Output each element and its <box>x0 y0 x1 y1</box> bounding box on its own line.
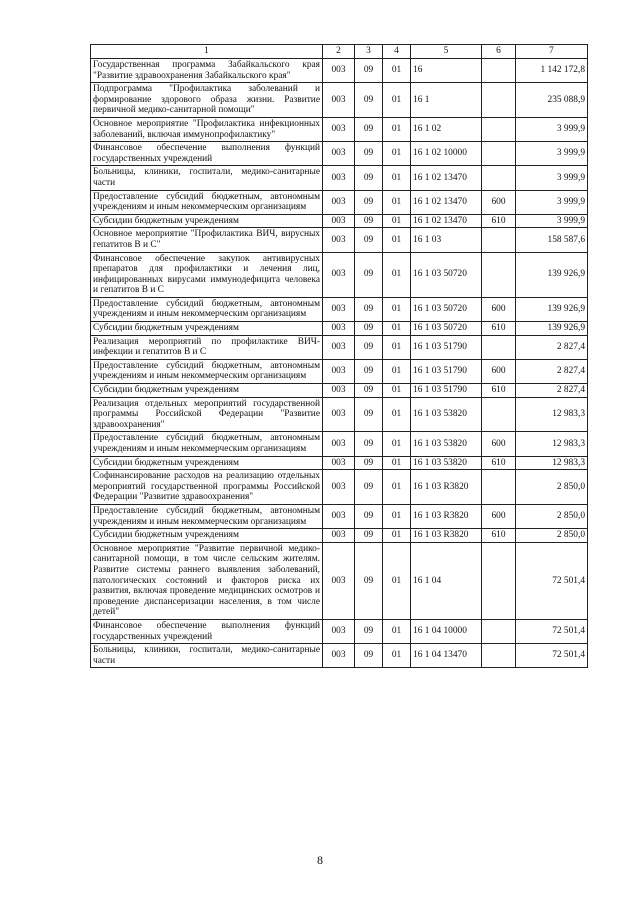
table-row <box>91 252 588 297</box>
cell-expense-type: 600 <box>482 297 516 321</box>
cell-section: 09 <box>355 619 383 643</box>
cell-grbs: 003 <box>323 214 355 228</box>
cell-amount: 2 827,4 <box>516 359 588 383</box>
cell-name: Реализация отдельных мероприятий государственной программы Российской Федерации "Развитие здравоохранения" <box>91 397 323 432</box>
cell-target-article: 16 1 03 50720 <box>411 322 482 336</box>
cell-target-article: 16 1 04 10000 <box>411 619 482 643</box>
cell-amount: 72 501,4 <box>516 644 588 668</box>
cell-subsection: 01 <box>383 529 411 543</box>
cell-expense-type <box>482 59 516 83</box>
col-header: 3 <box>355 45 383 59</box>
cell-section: 09 <box>355 117 383 141</box>
table-row <box>91 619 588 643</box>
cell-name: Предоставление субсидий бюджетным, автономным учреждениям и иным некоммерческим организациям <box>91 504 323 528</box>
cell-expense-type <box>482 397 516 432</box>
cell-amount: 3 999,9 <box>516 190 588 214</box>
cell-grbs: 003 <box>323 59 355 83</box>
cell-expense-type <box>482 252 516 297</box>
cell-target-article: 16 1 03 51790 <box>411 359 482 383</box>
cell-expense-type <box>482 644 516 668</box>
cell-section: 09 <box>355 470 383 505</box>
cell-expense-type: 600 <box>482 190 516 214</box>
cell-expense-type: 600 <box>482 359 516 383</box>
cell-name: Основное мероприятие "Развитие первичной медико-санитарной помощи, в том числе сельским жителям. Развитие системы раннего выявления заболеваний, патологических состояний и факторов риска их развития, включая проведение медицинских осмотров и проведение диспансеризации населения, в том числе детей" <box>91 542 323 619</box>
header-row <box>91 45 588 59</box>
cell-amount: 3 999,9 <box>516 214 588 228</box>
cell-expense-type <box>482 166 516 190</box>
cell-expense-type <box>482 619 516 643</box>
table-row <box>91 644 588 668</box>
cell-grbs: 003 <box>323 297 355 321</box>
cell-subsection: 01 <box>383 335 411 359</box>
cell-grbs: 003 <box>323 142 355 166</box>
cell-amount: 139 926,9 <box>516 322 588 336</box>
cell-amount: 2 827,4 <box>516 335 588 359</box>
table-row <box>91 297 588 321</box>
table-row <box>91 117 588 141</box>
cell-section: 09 <box>355 335 383 359</box>
cell-target-article: 16 1 03 50720 <box>411 297 482 321</box>
cell-name: Финансовое обеспечение закупок антивирусных препаратов для профилактики и лечения лиц, инфицированных вирусами иммунодефицита человека и гепатитов В и С <box>91 252 323 297</box>
cell-target-article: 16 1 02 13470 <box>411 214 482 228</box>
table-row <box>91 228 588 252</box>
table-row <box>91 470 588 505</box>
cell-target-article: 16 1 03 51790 <box>411 335 482 359</box>
cell-section: 09 <box>355 322 383 336</box>
cell-amount: 158 587,6 <box>516 228 588 252</box>
cell-section: 09 <box>355 504 383 528</box>
cell-name: Основное мероприятие "Профилактика ВИЧ, вирусных гепатитов В и С" <box>91 228 323 252</box>
cell-target-article: 16 1 03 50720 <box>411 252 482 297</box>
cell-section: 09 <box>355 397 383 432</box>
table-row <box>91 432 588 456</box>
cell-name: Субсидии бюджетным учреждениям <box>91 214 323 228</box>
table-row <box>91 542 588 619</box>
cell-grbs: 003 <box>323 456 355 470</box>
cell-target-article: 16 1 04 <box>411 542 482 619</box>
cell-amount: 12 983,3 <box>516 397 588 432</box>
cell-grbs: 003 <box>323 83 355 118</box>
cell-grbs: 003 <box>323 228 355 252</box>
cell-target-article: 16 1 04 13470 <box>411 644 482 668</box>
cell-subsection: 01 <box>383 397 411 432</box>
cell-subsection: 01 <box>383 59 411 83</box>
table-row <box>91 529 588 543</box>
cell-expense-type: 600 <box>482 432 516 456</box>
cell-expense-type <box>482 117 516 141</box>
cell-target-article: 16 1 03 53820 <box>411 432 482 456</box>
cell-grbs: 003 <box>323 117 355 141</box>
col-header: 2 <box>323 45 355 59</box>
cell-grbs: 003 <box>323 359 355 383</box>
table-row <box>91 322 588 336</box>
cell-grbs: 003 <box>323 335 355 359</box>
cell-section: 09 <box>355 644 383 668</box>
cell-target-article: 16 1 02 <box>411 117 482 141</box>
cell-grbs: 003 <box>323 619 355 643</box>
col-header: 5 <box>411 45 482 59</box>
cell-target-article: 16 1 03 R3820 <box>411 529 482 543</box>
cell-section: 09 <box>355 456 383 470</box>
cell-grbs: 003 <box>323 166 355 190</box>
cell-target-article: 16 1 03 51790 <box>411 384 482 398</box>
cell-name: Предоставление субсидий бюджетным, автономным учреждениям и иным некоммерческим организациям <box>91 359 323 383</box>
cell-name: Больницы, клиники, госпитали, медико-санитарные части <box>91 166 323 190</box>
table-row <box>91 190 588 214</box>
cell-name: Субсидии бюджетным учреждениям <box>91 529 323 543</box>
cell-amount: 2 827,4 <box>516 384 588 398</box>
cell-amount: 2 850,0 <box>516 470 588 505</box>
cell-expense-type: 610 <box>482 384 516 398</box>
cell-target-article: 16 1 03 R3820 <box>411 504 482 528</box>
cell-amount: 72 501,4 <box>516 542 588 619</box>
cell-grbs: 003 <box>323 504 355 528</box>
cell-expense-type: 600 <box>482 504 516 528</box>
cell-section: 09 <box>355 252 383 297</box>
cell-section: 09 <box>355 190 383 214</box>
cell-target-article: 16 1 <box>411 83 482 118</box>
cell-target-article: 16 1 03 <box>411 228 482 252</box>
cell-section: 09 <box>355 214 383 228</box>
cell-amount: 12 983,3 <box>516 456 588 470</box>
cell-target-article: 16 1 03 R3820 <box>411 470 482 505</box>
cell-grbs: 003 <box>323 432 355 456</box>
table-row <box>91 504 588 528</box>
cell-expense-type: 610 <box>482 214 516 228</box>
cell-target-article: 16 1 02 13470 <box>411 166 482 190</box>
table-row <box>91 335 588 359</box>
cell-section: 09 <box>355 83 383 118</box>
cell-expense-type <box>482 470 516 505</box>
cell-expense-type <box>482 142 516 166</box>
cell-name: Больницы, клиники, госпитали, медико-санитарные части <box>91 644 323 668</box>
cell-grbs: 003 <box>323 529 355 543</box>
cell-amount: 3 999,9 <box>516 117 588 141</box>
page-number: 8 <box>317 853 323 867</box>
cell-grbs: 003 <box>323 470 355 505</box>
cell-subsection: 01 <box>383 117 411 141</box>
cell-name: Предоставление субсидий бюджетным, автономным учреждениям и иным некоммерческим организациям <box>91 190 323 214</box>
cell-subsection: 01 <box>383 322 411 336</box>
cell-name: Финансовое обеспечение выполнения функций государственных учреждений <box>91 142 323 166</box>
cell-amount: 2 850,0 <box>516 529 588 543</box>
cell-amount: 72 501,4 <box>516 619 588 643</box>
cell-amount: 2 850,0 <box>516 504 588 528</box>
col-header: 4 <box>383 45 411 59</box>
table-row <box>91 59 588 83</box>
cell-subsection: 01 <box>383 432 411 456</box>
cell-name: Предоставление субсидий бюджетным, автономным учреждениям и иным некоммерческим организациям <box>91 432 323 456</box>
cell-grbs: 003 <box>323 190 355 214</box>
cell-subsection: 01 <box>383 619 411 643</box>
col-header: 1 <box>91 45 323 59</box>
table-row <box>91 456 588 470</box>
table-body <box>91 59 588 668</box>
cell-expense-type: 610 <box>482 322 516 336</box>
cell-grbs: 003 <box>323 384 355 398</box>
cell-expense-type <box>482 83 516 118</box>
cell-name: Софинансирование расходов на реализацию отдельных мероприятий государственной программы Российской Федерации "Развитие здравоохранения" <box>91 470 323 505</box>
table-row <box>91 397 588 432</box>
cell-grbs: 003 <box>323 644 355 668</box>
cell-expense-type <box>482 542 516 619</box>
cell-section: 09 <box>355 359 383 383</box>
cell-target-article: 16 1 03 53820 <box>411 397 482 432</box>
cell-name: Государственная программа Забайкальского края "Развитие здравоохранения Забайкальского края" <box>91 59 323 83</box>
cell-subsection: 01 <box>383 644 411 668</box>
cell-expense-type: 610 <box>482 456 516 470</box>
cell-amount: 3 999,9 <box>516 142 588 166</box>
cell-subsection: 01 <box>383 384 411 398</box>
cell-subsection: 01 <box>383 252 411 297</box>
cell-subsection: 01 <box>383 456 411 470</box>
cell-section: 09 <box>355 529 383 543</box>
cell-target-article: 16 1 03 53820 <box>411 456 482 470</box>
cell-expense-type <box>482 335 516 359</box>
table-row <box>91 142 588 166</box>
cell-target-article: 16 1 02 13470 <box>411 190 482 214</box>
cell-subsection: 01 <box>383 166 411 190</box>
table-row <box>91 166 588 190</box>
cell-amount: 139 926,9 <box>516 252 588 297</box>
table-row <box>91 384 588 398</box>
cell-expense-type: 610 <box>482 529 516 543</box>
cell-target-article: 16 1 02 10000 <box>411 142 482 166</box>
cell-subsection: 01 <box>383 359 411 383</box>
cell-name: Субсидии бюджетным учреждениям <box>91 322 323 336</box>
table-row <box>91 83 588 118</box>
cell-expense-type <box>482 228 516 252</box>
cell-grbs: 003 <box>323 397 355 432</box>
table-row <box>91 214 588 228</box>
cell-name: Реализация мероприятий по профилактике ВИЧ-инфекции и гепатитов В и С <box>91 335 323 359</box>
cell-name: Предоставление субсидий бюджетным, автономным учреждениям и иным некоммерческим организациям <box>91 297 323 321</box>
cell-section: 09 <box>355 228 383 252</box>
cell-name: Финансовое обеспечение выполнения функций государственных учреждений <box>91 619 323 643</box>
cell-grbs: 003 <box>323 322 355 336</box>
cell-section: 09 <box>355 542 383 619</box>
cell-target-article: 16 <box>411 59 482 83</box>
cell-section: 09 <box>355 432 383 456</box>
table-row <box>91 359 588 383</box>
cell-amount: 235 088,9 <box>516 83 588 118</box>
cell-amount: 3 999,9 <box>516 166 588 190</box>
cell-grbs: 003 <box>323 252 355 297</box>
col-header: 7 <box>516 45 588 59</box>
cell-subsection: 01 <box>383 470 411 505</box>
cell-name: Субсидии бюджетным учреждениям <box>91 384 323 398</box>
cell-amount: 12 983,3 <box>516 432 588 456</box>
cell-section: 09 <box>355 59 383 83</box>
cell-subsection: 01 <box>383 297 411 321</box>
cell-name: Субсидии бюджетным учреждениям <box>91 456 323 470</box>
cell-subsection: 01 <box>383 228 411 252</box>
cell-grbs: 003 <box>323 542 355 619</box>
cell-section: 09 <box>355 142 383 166</box>
cell-subsection: 01 <box>383 83 411 118</box>
cell-subsection: 01 <box>383 142 411 166</box>
cell-section: 09 <box>355 384 383 398</box>
cell-amount: 139 926,9 <box>516 297 588 321</box>
cell-name: Подпрограмма "Профилактика заболеваний и формирование здорового образа жизни. Развитие первичной медико-санитарной помощи" <box>91 83 323 118</box>
cell-amount: 1 142 172,8 <box>516 59 588 83</box>
cell-section: 09 <box>355 166 383 190</box>
cell-subsection: 01 <box>383 214 411 228</box>
cell-section: 09 <box>355 297 383 321</box>
budget-table <box>90 44 588 668</box>
cell-subsection: 01 <box>383 504 411 528</box>
cell-subsection: 01 <box>383 190 411 214</box>
col-header: 6 <box>482 45 516 59</box>
cell-subsection: 01 <box>383 542 411 619</box>
cell-name: Основное мероприятие "Профилактика инфекционных заболеваний, включая иммунопрофилактику" <box>91 117 323 141</box>
